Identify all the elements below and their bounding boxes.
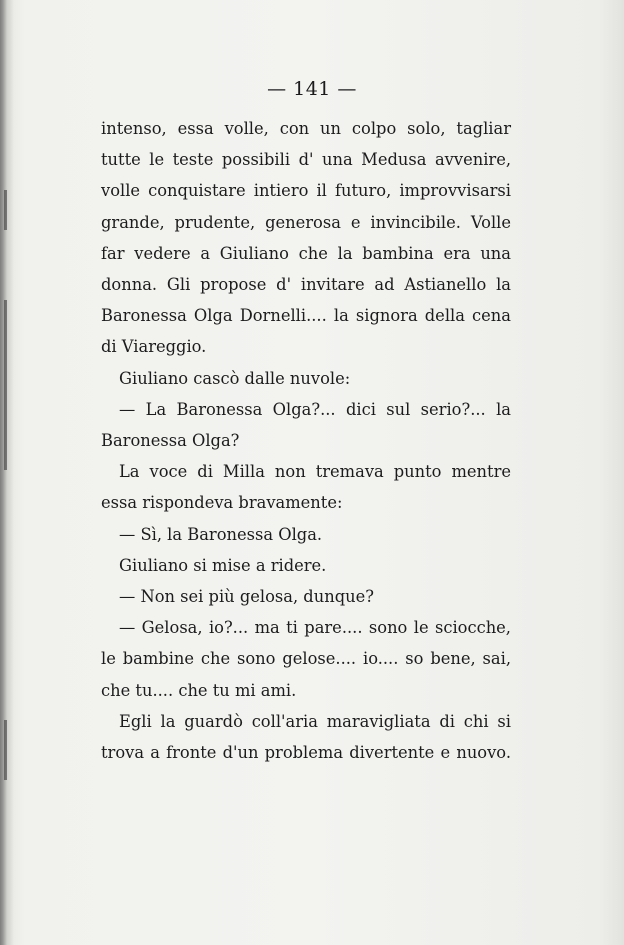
text-line: Baronessa Olga? (101, 431, 240, 451)
text-line: Giuliano cascò dalle nuvole: (119, 368, 351, 388)
text-line: Baronessa Olga Dornelli.... la signora della cena (101, 306, 511, 326)
text-line: intenso, essa volle, con un colpo solo, tagliar (101, 119, 511, 138)
text-line: tutte le teste possibili d' una Medusa avvenire, (101, 150, 511, 170)
text-line: donna. Gli propose d' invitare ad Astianello la (101, 275, 511, 295)
text-line: che tu.... che tu mi ami. (101, 680, 297, 700)
spine-mark (4, 300, 7, 470)
text-line: — Sì, la Baronessa Olga. (119, 524, 323, 544)
text-line: far vedere a Giuliano che la bambina era una (101, 243, 511, 263)
text-line: Egli la guardò coll'aria maravigliata di chi si (119, 711, 511, 731)
text-line: essa rispondeva bravamente: (101, 493, 343, 513)
text-line: trova a fronte d'un problema divertente e nuovo. (101, 743, 511, 763)
text-line: grande, prudente, generosa e invincibile. Volle (101, 212, 511, 232)
spine-mark (4, 190, 7, 230)
text-line: — Non sei più gelosa, dunque? (119, 587, 374, 607)
text-line: — La Baronessa Olga?... dici sul serio?... la (119, 399, 511, 419)
text-line: La voce di Milla non tremava punto mentre (119, 462, 511, 482)
text-line: Giuliano si mise a ridere. (119, 555, 327, 575)
text-line: di Viareggio. (101, 337, 207, 357)
text-line: le bambine che sono gelose.... io.... so bene, sai, (101, 649, 511, 669)
page-spine-shadow (0, 0, 14, 945)
body-text (101, 113, 511, 768)
spine-mark (4, 720, 7, 780)
text-line: — Gelosa, io?... ma ti pare.... sono le sciocche, (119, 618, 511, 638)
page-number: — 141 — (267, 78, 357, 100)
text-line: volle conquistare intiero il futuro, improvvisarsi (101, 181, 511, 201)
